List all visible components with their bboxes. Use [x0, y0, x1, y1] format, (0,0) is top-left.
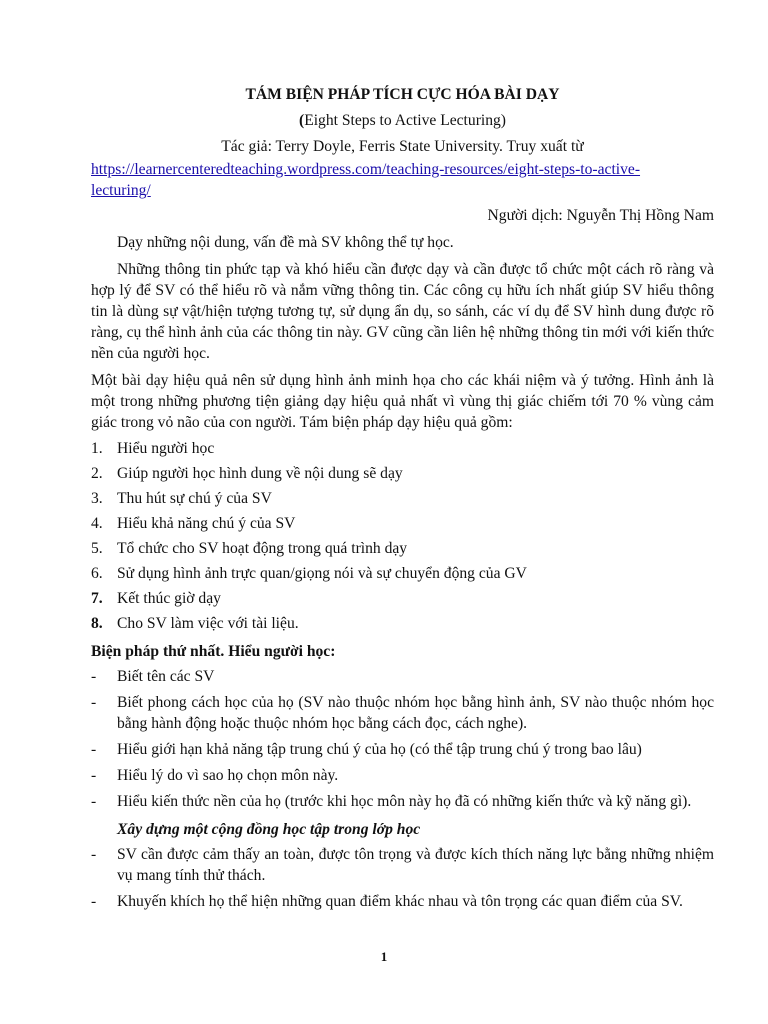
- step-text: Sử dụng hình ảnh trực quan/giọng nói và sự chuyển động của GV: [117, 565, 527, 582]
- source-link[interactable]: [91, 159, 714, 201]
- page-number: 1: [380, 949, 388, 964]
- bullet-text: Hiểu lý do vì sao họ chọn môn này.: [117, 767, 339, 784]
- step-number: 3.: [91, 490, 103, 507]
- subsection-heading: Xây dựng một cộng đồng học tập trong lớp học: [117, 821, 421, 838]
- bullet-text: Biết phong cách học của họ (SV nào thuộc nhóm học bằng hình ảnh, SV nào thuộc nhóm học bằng hành động hoặc thuộc nhóm học bằng cách đọc, cách nghe).: [117, 694, 714, 732]
- step-text: Hiểu người học: [117, 440, 215, 457]
- list-item: [91, 692, 714, 734]
- bullet-text: Hiểu kiến thức nền của họ (trước khi học môn này họ đã có những kiến thức và kỹ năng gì).: [117, 793, 692, 810]
- steps-list: [91, 438, 714, 634]
- paragraph-complex-info: Những thông tin phức tạp và khó hiểu cần được dạy và cần được tổ chức một cách rõ ràng và hợp lý để SV có thể hiểu rõ và nắm vững thông tin. Các công cụ hữu ích nhất giúp SV hiểu thông tin là dùng sự vật/hiện tượng tương tự, sử dụng ẩn dụ, so sánh, các ví dụ để SV hình dung được rõ ràng, cụ thể hình ảnh của các thông tin này. GV cũng cần liên hệ những thông tin mới với kiến thức nền của người học.: [91, 261, 714, 362]
- subsection-bullet-list: [91, 844, 714, 912]
- bullet-text: Hiểu giới hạn khả năng tập trung chú ý của họ (có thể tập trung chú ý trong bao lâu): [117, 741, 642, 758]
- step-number: 4.: [91, 515, 103, 532]
- bullet-dash: -: [91, 741, 97, 758]
- document-title: TÁM BIỆN PHÁP TÍCH CỰC HÓA BÀI DẠY: [245, 86, 560, 103]
- list-item: [91, 538, 714, 559]
- step-number: 6.: [91, 565, 103, 582]
- list-item: [91, 463, 714, 484]
- step-number: 5.: [91, 540, 103, 557]
- bullet-dash: -: [91, 767, 97, 784]
- document-subtitle: [91, 110, 714, 131]
- bullet-dash: -: [91, 893, 97, 910]
- list-item: [91, 513, 714, 534]
- bullet-text: Biết tên các SV: [117, 668, 215, 685]
- bullet-text: SV cần được cảm thấy an toàn, được tôn trọng và được kích thích năng lực bằng những nhiệm vụ mang tính thử thách.: [117, 846, 714, 884]
- bullet-dash: -: [91, 694, 97, 711]
- list-item: [91, 613, 714, 634]
- step-text: Thu hút sự chú ý của SV: [117, 490, 272, 507]
- step-text: Kết thúc giờ dạy: [117, 590, 221, 607]
- translator-line: Người dịch: Nguyễn Thị Hồng Nam: [487, 207, 714, 224]
- list-item: [91, 588, 714, 609]
- list-item: [91, 739, 714, 760]
- step-number: 8.: [91, 615, 103, 632]
- list-item: [91, 765, 714, 786]
- step-text: Hiểu khả năng chú ý của SV: [117, 515, 296, 532]
- source-link-line-2: lecturing/: [91, 182, 151, 199]
- section1-bullet-list: [91, 666, 714, 812]
- list-item: [91, 666, 714, 687]
- bullet-dash: -: [91, 793, 97, 810]
- list-item: [91, 563, 714, 584]
- list-item: [91, 844, 714, 886]
- paragraph-intro: Dạy những nội dung, vấn đề mà SV không thể tự học.: [117, 234, 454, 251]
- step-number: 2.: [91, 465, 103, 482]
- list-item: [91, 891, 714, 912]
- subtitle-text: Eight Steps to Active Lecturing): [304, 112, 506, 129]
- author-line: Tác giả: Terry Doyle, Ferris State University. Truy xuất từ: [221, 138, 584, 155]
- bullet-dash: -: [91, 668, 97, 685]
- step-number: 1.: [91, 440, 103, 457]
- list-item: [91, 438, 714, 459]
- list-item: [91, 488, 714, 509]
- bullet-dash: -: [91, 846, 97, 863]
- step-number: 7.: [91, 590, 103, 607]
- paragraph-visuals: Một bài dạy hiệu quả nên sử dụng hình ảnh minh họa cho các khái niệm và ý tưởng. Hình ảnh là một trong những phương tiện giảng dạy hiệu quả nhất vì vùng thị giác chiếm tới 70 % vùng cảm giác trong vỏ não của con người. Tám biện pháp dạy hiệu quả gồm:: [91, 372, 714, 431]
- step-text: Cho SV làm việc với tài liệu.: [117, 615, 299, 632]
- section-heading: Biện pháp thứ nhất. Hiểu người học:: [91, 643, 336, 660]
- list-item: [91, 791, 714, 812]
- subtitle-paren: (: [298, 112, 305, 129]
- source-link-line-1: https://learnercenteredteaching.wordpress.com/teaching-resources/eight-steps-to-active-: [91, 161, 641, 178]
- step-text: Giúp người học hình dung về nội dung sẽ dạy: [117, 465, 403, 482]
- step-text: Tổ chức cho SV hoạt động trong quá trình dạy: [117, 540, 408, 557]
- bullet-text: Khuyến khích họ thể hiện những quan điểm khác nhau và tôn trọng các quan điểm của SV.: [117, 893, 683, 910]
